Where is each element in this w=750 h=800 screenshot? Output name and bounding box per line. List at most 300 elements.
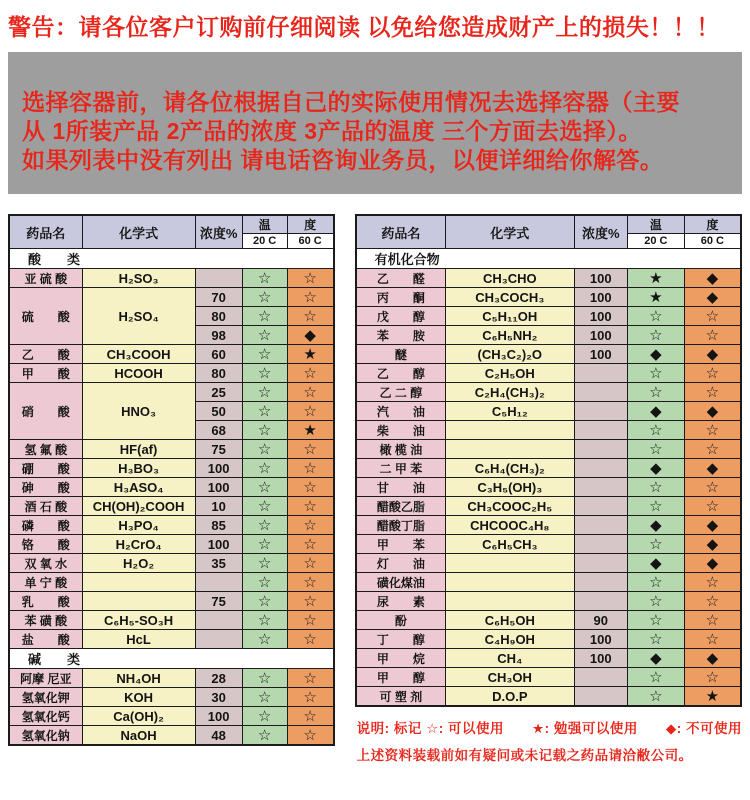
rating-20c-cell: ☆ xyxy=(628,478,685,497)
chemical-name-cell: 阿摩 尼亚 xyxy=(9,669,82,688)
formula-cell: H₃PO₄ xyxy=(82,516,195,535)
rating-20c-cell: ☆ xyxy=(242,459,287,478)
right-column xyxy=(355,214,742,771)
acid-alkali-table-header xyxy=(9,215,334,249)
concentration-cell xyxy=(574,668,628,687)
concentration-cell: 100 xyxy=(574,307,628,326)
concentration-cell: 48 xyxy=(195,726,242,746)
chemical-name-cell: 醋酸丁脂 xyxy=(356,516,446,535)
table-row xyxy=(9,383,334,402)
table-row xyxy=(356,649,741,668)
formula-cell: C₆H₄(CH₃)₂ xyxy=(446,459,574,478)
rating-60c-cell: ☆ xyxy=(684,326,741,345)
chemical-name-cell: 甲 烷 xyxy=(356,649,446,668)
chemical-name-cell: 乳 酸 xyxy=(9,592,82,611)
rating-60c-cell: ◆ xyxy=(684,554,741,573)
chemical-name-cell: 可 塑 剂 xyxy=(356,687,446,707)
concentration-cell xyxy=(574,440,628,459)
concentration-cell: 75 xyxy=(195,592,242,611)
section-label: 有机化合物 xyxy=(356,249,741,269)
formula-cell: HCOOH xyxy=(82,364,195,383)
formula-cell: C₂H₄(CH₃)₂ xyxy=(446,383,574,402)
rating-20c-cell: ☆ xyxy=(242,688,287,707)
formula-cell: CH₃COCH₃ xyxy=(446,288,574,307)
table-row xyxy=(356,630,741,649)
chemical-name-cell: 醋酸乙脂 xyxy=(356,497,446,516)
formula-cell: NaOH xyxy=(82,726,195,746)
concentration-cell xyxy=(195,573,242,592)
chemical-name-cell: 乙 二 醇 xyxy=(356,383,446,402)
rating-60c-cell: ☆ xyxy=(684,440,741,459)
rating-20c-cell: ☆ xyxy=(242,326,287,345)
chemical-name-cell: 乙 醛 xyxy=(356,269,446,288)
notice-line-1: 选择容器前，请各位根据自己的实际使用情况去选择容器（主要 xyxy=(22,89,680,115)
chemical-name-cell: 磺化煤油 xyxy=(356,573,446,592)
rating-20c-cell: ☆ xyxy=(242,592,287,611)
rating-60c-cell: ☆ xyxy=(684,611,741,630)
chemical-name-cell: 亚 硫 酸 xyxy=(9,269,82,288)
rating-60c-cell: ☆ xyxy=(684,383,741,402)
warning-banner: 警告：请各位客户订购前仔细阅读 以免给您造成财产上的损失！！！ xyxy=(8,14,720,40)
rating-60c-cell: ☆ xyxy=(287,554,334,573)
formula-cell: KOH xyxy=(82,688,195,707)
concentration-cell: 80 xyxy=(195,364,242,383)
formula-cell: C₄H₉OH xyxy=(446,630,574,649)
chemical-name-cell: 铬 酸 xyxy=(9,535,82,554)
rating-60c-cell: ☆ xyxy=(287,364,334,383)
table-row xyxy=(356,326,741,345)
column-header-formula: 化学式 xyxy=(82,215,195,249)
rating-20c-cell: ☆ xyxy=(242,726,287,746)
chemical-name-cell: 丙 酮 xyxy=(356,288,446,307)
chemical-name-cell: 砷 酸 xyxy=(9,478,82,497)
table-row xyxy=(356,611,741,630)
rating-60c-cell: ☆ xyxy=(287,383,334,402)
rating-60c-cell: ◆ xyxy=(287,326,334,345)
rating-60c-cell: ☆ xyxy=(287,288,334,307)
rating-60c-cell: ◆ xyxy=(684,649,741,668)
formula-cell: H₃ASO₄ xyxy=(82,478,195,497)
concentration-cell xyxy=(195,269,242,288)
formula-cell: C₅H₁₂ xyxy=(446,402,574,421)
column-header-20c: 20 C xyxy=(242,234,287,249)
formula-cell: HF(af) xyxy=(82,440,195,459)
rating-60c-cell: ☆ xyxy=(684,307,741,326)
table-row xyxy=(356,345,741,364)
concentration-cell: 100 xyxy=(574,269,628,288)
rating-60c-cell: ☆ xyxy=(684,497,741,516)
legend xyxy=(355,717,742,771)
concentration-cell: 100 xyxy=(195,707,242,726)
chemical-name-cell: 甘 油 xyxy=(356,478,446,497)
formula-cell: CH₃OH xyxy=(446,668,574,687)
rating-20c-cell: ☆ xyxy=(628,326,685,345)
rating-20c-cell: ☆ xyxy=(242,402,287,421)
formula-cell xyxy=(446,440,574,459)
concentration-cell: 100 xyxy=(574,345,628,364)
chemical-name-cell: 盐 酸 xyxy=(9,630,82,649)
rating-20c-cell: ☆ xyxy=(242,440,287,459)
rating-20c-cell: ☆ xyxy=(242,535,287,554)
table-row xyxy=(356,687,741,707)
formula-cell: C₅H₁₁OH xyxy=(446,307,574,326)
concentration-cell: 100 xyxy=(195,459,242,478)
chemical-name-cell: 硫 酸 xyxy=(9,288,82,345)
concentration-cell xyxy=(574,421,628,440)
table-row xyxy=(9,535,334,554)
rating-60c-cell: ☆ xyxy=(287,402,334,421)
rating-60c-cell: ◆ xyxy=(684,345,741,364)
chemical-name-cell: 硼 酸 xyxy=(9,459,82,478)
formula-cell: CH₄ xyxy=(446,649,574,668)
formula-cell: H₂CrO₄ xyxy=(82,535,195,554)
rating-60c-cell: ☆ xyxy=(684,668,741,687)
chemical-name-cell: 酚 xyxy=(356,611,446,630)
table-row xyxy=(356,383,741,402)
column-header-concentration: 浓度% xyxy=(195,215,242,249)
formula-cell: CH₃COOC₂H₅ xyxy=(446,497,574,516)
column-header-name: 药品名 xyxy=(9,215,82,249)
rating-60c-cell: ☆ xyxy=(684,630,741,649)
concentration-cell xyxy=(574,554,628,573)
rating-20c-cell: ☆ xyxy=(242,421,287,440)
formula-cell: HNO₃ xyxy=(82,383,195,440)
rating-20c-cell: ☆ xyxy=(242,307,287,326)
column-header-concentration: 浓度% xyxy=(574,215,628,249)
table-row xyxy=(356,421,741,440)
rating-20c-cell: ☆ xyxy=(242,554,287,573)
acid-alkali-table xyxy=(8,214,335,746)
concentration-cell: 100 xyxy=(574,649,628,668)
table-row xyxy=(356,668,741,687)
rating-60c-cell: ☆ xyxy=(287,592,334,611)
formula-cell xyxy=(446,573,574,592)
table-row xyxy=(356,573,741,592)
legend-symbols-line: 说明: 标记 ☆: 可以使用 ★: 勉强可以使用 ◆: 不可使用 xyxy=(356,721,742,736)
concentration-cell xyxy=(574,383,628,402)
chemical-name-cell: 灯 油 xyxy=(356,554,446,573)
section-row xyxy=(356,249,741,269)
rating-60c-cell: ◆ xyxy=(684,269,741,288)
rating-60c-cell: ☆ xyxy=(287,669,334,688)
table-row xyxy=(9,707,334,726)
chemical-name-cell: 汽 油 xyxy=(356,402,446,421)
rating-60c-cell: ☆ xyxy=(287,440,334,459)
section-label: 碱 类 xyxy=(9,649,334,669)
concentration-cell: 35 xyxy=(195,554,242,573)
rating-60c-cell: ☆ xyxy=(684,364,741,383)
rating-20c-cell: ☆ xyxy=(628,592,685,611)
formula-cell: (CH₃C₂)₂O xyxy=(446,345,574,364)
table-row xyxy=(9,364,334,383)
rating-20c-cell: ◆ xyxy=(628,554,685,573)
chemical-name-cell: 硝 酸 xyxy=(9,383,82,440)
chemical-name-cell: 甲 酸 xyxy=(9,364,82,383)
rating-20c-cell: ☆ xyxy=(628,611,685,630)
table-row xyxy=(9,288,334,307)
formula-cell xyxy=(82,592,195,611)
rating-20c-cell: ☆ xyxy=(242,383,287,402)
rating-60c-cell: ☆ xyxy=(287,535,334,554)
concentration-cell: 80 xyxy=(195,307,242,326)
table-row xyxy=(356,592,741,611)
table-row xyxy=(9,688,334,707)
formula-cell: H₂SO₄ xyxy=(82,288,195,345)
rating-60c-cell: ☆ xyxy=(287,630,334,649)
rating-60c-cell: ☆ xyxy=(287,459,334,478)
chemical-name-cell: 氢氧化钙 xyxy=(9,707,82,726)
rating-20c-cell: ☆ xyxy=(628,687,685,707)
concentration-cell: 60 xyxy=(195,345,242,364)
chemical-name-cell: 酒 石 酸 xyxy=(9,497,82,516)
formula-cell: C₃H₅(OH)₃ xyxy=(446,478,574,497)
rating-20c-cell: ☆ xyxy=(628,535,685,554)
chemical-name-cell: 磷 酸 xyxy=(9,516,82,535)
formula-cell: C₆H₅-SO₃H xyxy=(82,611,195,630)
notice-box xyxy=(8,52,742,194)
rating-60c-cell: ★ xyxy=(684,687,741,707)
rating-60c-cell: ◆ xyxy=(684,402,741,421)
rating-20c-cell: ☆ xyxy=(242,669,287,688)
concentration-cell: 30 xyxy=(195,688,242,707)
column-header-20c: 20 C xyxy=(628,234,685,249)
concentration-cell: 50 xyxy=(195,402,242,421)
rating-20c-cell: ☆ xyxy=(628,573,685,592)
table-row xyxy=(9,440,334,459)
chemical-name-cell: 苯 胺 xyxy=(356,326,446,345)
rating-20c-cell: ☆ xyxy=(242,573,287,592)
rating-60c-cell: ☆ xyxy=(287,707,334,726)
rating-60c-cell: ☆ xyxy=(287,269,334,288)
rating-60c-cell: ☆ xyxy=(287,497,334,516)
table-row xyxy=(356,554,741,573)
chemical-name-cell: 醚 xyxy=(356,345,446,364)
rating-20c-cell: ★ xyxy=(628,269,685,288)
table-row xyxy=(356,288,741,307)
table-row xyxy=(9,497,334,516)
concentration-cell: 100 xyxy=(574,326,628,345)
organic-table xyxy=(355,214,742,707)
table-row xyxy=(9,669,334,688)
rating-60c-cell: ☆ xyxy=(287,611,334,630)
column-header-formula: 化学式 xyxy=(446,215,574,249)
table-row xyxy=(356,478,741,497)
chemical-name-cell: 氢氧化钾 xyxy=(9,688,82,707)
column-header-temp-right: 度 xyxy=(684,215,741,234)
rating-60c-cell: ☆ xyxy=(287,688,334,707)
rating-60c-cell: ☆ xyxy=(287,573,334,592)
table-row xyxy=(356,459,741,478)
rating-20c-cell: ☆ xyxy=(628,440,685,459)
concentration-cell xyxy=(574,573,628,592)
table-row xyxy=(9,573,334,592)
chemical-name-cell: 甲 醇 xyxy=(356,668,446,687)
concentration-cell: 100 xyxy=(574,288,628,307)
concentration-cell xyxy=(574,364,628,383)
column-header-temp-left: 温 xyxy=(242,215,287,234)
organic-table-body xyxy=(356,249,741,707)
table-row xyxy=(356,535,741,554)
formula-cell: H₃BO₃ xyxy=(82,459,195,478)
table-row xyxy=(9,611,334,630)
rating-60c-cell: ☆ xyxy=(287,726,334,746)
chemical-name-cell: 丁 醇 xyxy=(356,630,446,649)
column-header-name: 药品名 xyxy=(356,215,446,249)
rating-20c-cell: ◆ xyxy=(628,402,685,421)
chemical-name-cell: 乙 醇 xyxy=(356,364,446,383)
rating-20c-cell: ☆ xyxy=(628,307,685,326)
rating-20c-cell: ☆ xyxy=(628,497,685,516)
concentration-cell: 90 xyxy=(574,611,628,630)
rating-60c-cell: ☆ xyxy=(684,421,741,440)
table-row xyxy=(9,554,334,573)
formula-cell: CH(OH)₂COOH xyxy=(82,497,195,516)
rating-20c-cell: ☆ xyxy=(628,630,685,649)
section-row xyxy=(9,249,334,269)
formula-cell: D.O.P xyxy=(446,687,574,707)
rating-20c-cell: ★ xyxy=(628,288,685,307)
rating-20c-cell: ☆ xyxy=(242,611,287,630)
chemical-name-cell: 乙 酸 xyxy=(9,345,82,364)
concentration-cell xyxy=(574,497,628,516)
formula-cell: CHCOOC₄H₈ xyxy=(446,516,574,535)
concentration-cell xyxy=(574,516,628,535)
rating-60c-cell: ★ xyxy=(287,345,334,364)
concentration-cell xyxy=(195,630,242,649)
concentration-cell: 100 xyxy=(574,630,628,649)
chemical-name-cell: 尿 素 xyxy=(356,592,446,611)
table-row xyxy=(356,269,741,288)
concentration-cell xyxy=(195,611,242,630)
rating-20c-cell: ☆ xyxy=(242,630,287,649)
formula-cell: C₆H₅OH xyxy=(446,611,574,630)
column-header-60c: 60 C xyxy=(684,234,741,249)
rating-20c-cell: ☆ xyxy=(628,383,685,402)
table-row xyxy=(9,459,334,478)
chemical-name-cell: 橄 榄 油 xyxy=(356,440,446,459)
concentration-cell xyxy=(574,459,628,478)
formula-cell: H₂O₂ xyxy=(82,554,195,573)
table-row xyxy=(9,269,334,288)
rating-60c-cell: ☆ xyxy=(287,307,334,326)
rating-60c-cell: ◆ xyxy=(684,535,741,554)
concentration-cell: 100 xyxy=(195,478,242,497)
rating-20c-cell: ☆ xyxy=(242,364,287,383)
formula-cell: C₆H₅CH₃ xyxy=(446,535,574,554)
rating-60c-cell: ◆ xyxy=(684,288,741,307)
concentration-cell xyxy=(574,402,628,421)
formula-cell: NH₄OH xyxy=(82,669,195,688)
rating-20c-cell: ☆ xyxy=(242,288,287,307)
formula-cell xyxy=(446,592,574,611)
notice-line-2: 从 1所装产品 2产品的浓度 3产品的温度 三个方面去选择）。 xyxy=(22,118,642,144)
concentration-cell xyxy=(574,687,628,707)
table-row xyxy=(356,440,741,459)
table-row xyxy=(356,364,741,383)
formula-cell: C₆H₅NH₂ xyxy=(446,326,574,345)
concentration-cell: 75 xyxy=(195,440,242,459)
column-header-temp-left: 温 xyxy=(628,215,685,234)
rating-20c-cell: ☆ xyxy=(242,516,287,535)
concentration-cell: 100 xyxy=(195,535,242,554)
concentration-cell: 70 xyxy=(195,288,242,307)
rating-60c-cell: ☆ xyxy=(684,573,741,592)
rating-60c-cell: ☆ xyxy=(684,478,741,497)
table-row xyxy=(356,516,741,535)
rating-20c-cell: ☆ xyxy=(242,269,287,288)
formula-cell: CH₃COOH xyxy=(82,345,195,364)
chemical-name-cell: 戊 醇 xyxy=(356,307,446,326)
rating-60c-cell: ◆ xyxy=(684,516,741,535)
chemical-name-cell: 单 宁 酸 xyxy=(9,573,82,592)
rating-20c-cell: ☆ xyxy=(242,497,287,516)
rating-20c-cell: ◆ xyxy=(628,345,685,364)
formula-cell xyxy=(82,573,195,592)
table-row xyxy=(356,402,741,421)
table-row xyxy=(9,478,334,497)
acid-alkali-table-body xyxy=(9,249,334,746)
rating-60c-cell: ☆ xyxy=(287,516,334,535)
concentration-cell: 98 xyxy=(195,326,242,345)
rating-20c-cell: ◆ xyxy=(628,516,685,535)
table-row xyxy=(9,345,334,364)
column-header-60c: 60 C xyxy=(287,234,334,249)
formula-cell: H₂SO₃ xyxy=(82,269,195,288)
chemical-name-cell: 氢氧化钠 xyxy=(9,726,82,746)
chemical-name-cell: 双 氧 水 xyxy=(9,554,82,573)
legend-contact-line: 上述资料装载前如有疑问或未记载之药品请洽敝公司。 xyxy=(356,748,693,763)
rating-20c-cell: ☆ xyxy=(628,421,685,440)
rating-20c-cell: ☆ xyxy=(628,364,685,383)
rating-20c-cell: ☆ xyxy=(628,668,685,687)
rating-20c-cell: ☆ xyxy=(242,345,287,364)
concentration-cell: 28 xyxy=(195,669,242,688)
organic-table-header xyxy=(356,215,741,249)
rating-60c-cell: ◆ xyxy=(684,459,741,478)
column-header-temp-right: 度 xyxy=(287,215,334,234)
table-row xyxy=(9,592,334,611)
rating-20c-cell: ◆ xyxy=(628,459,685,478)
notice-line-3: 如果列表中没有列出 请电话咨询业务员，以便详细给你解答。 xyxy=(22,147,664,173)
concentration-cell xyxy=(574,535,628,554)
formula-cell xyxy=(446,554,574,573)
formula-cell xyxy=(446,421,574,440)
concentration-cell: 68 xyxy=(195,421,242,440)
concentration-cell: 85 xyxy=(195,516,242,535)
table-row xyxy=(9,516,334,535)
formula-cell: Ca(OH)₂ xyxy=(82,707,195,726)
formula-cell: C₂H₅OH xyxy=(446,364,574,383)
table-row xyxy=(356,307,741,326)
rating-20c-cell: ◆ xyxy=(628,649,685,668)
chemical-name-cell: 苯 磺 酸 xyxy=(9,611,82,630)
table-row xyxy=(356,497,741,516)
concentration-cell: 25 xyxy=(195,383,242,402)
formula-cell: CH₃CHO xyxy=(446,269,574,288)
tables-container xyxy=(0,214,750,771)
rating-20c-cell: ☆ xyxy=(242,478,287,497)
concentration-cell xyxy=(574,592,628,611)
chemical-name-cell: 甲 苯 xyxy=(356,535,446,554)
table-row xyxy=(9,630,334,649)
rating-20c-cell: ☆ xyxy=(242,707,287,726)
chemical-name-cell: 二 甲 苯 xyxy=(356,459,446,478)
rating-60c-cell: ☆ xyxy=(684,592,741,611)
formula-cell: HcL xyxy=(82,630,195,649)
chemical-name-cell: 柴 油 xyxy=(356,421,446,440)
rating-60c-cell: ★ xyxy=(287,421,334,440)
concentration-cell xyxy=(574,478,628,497)
